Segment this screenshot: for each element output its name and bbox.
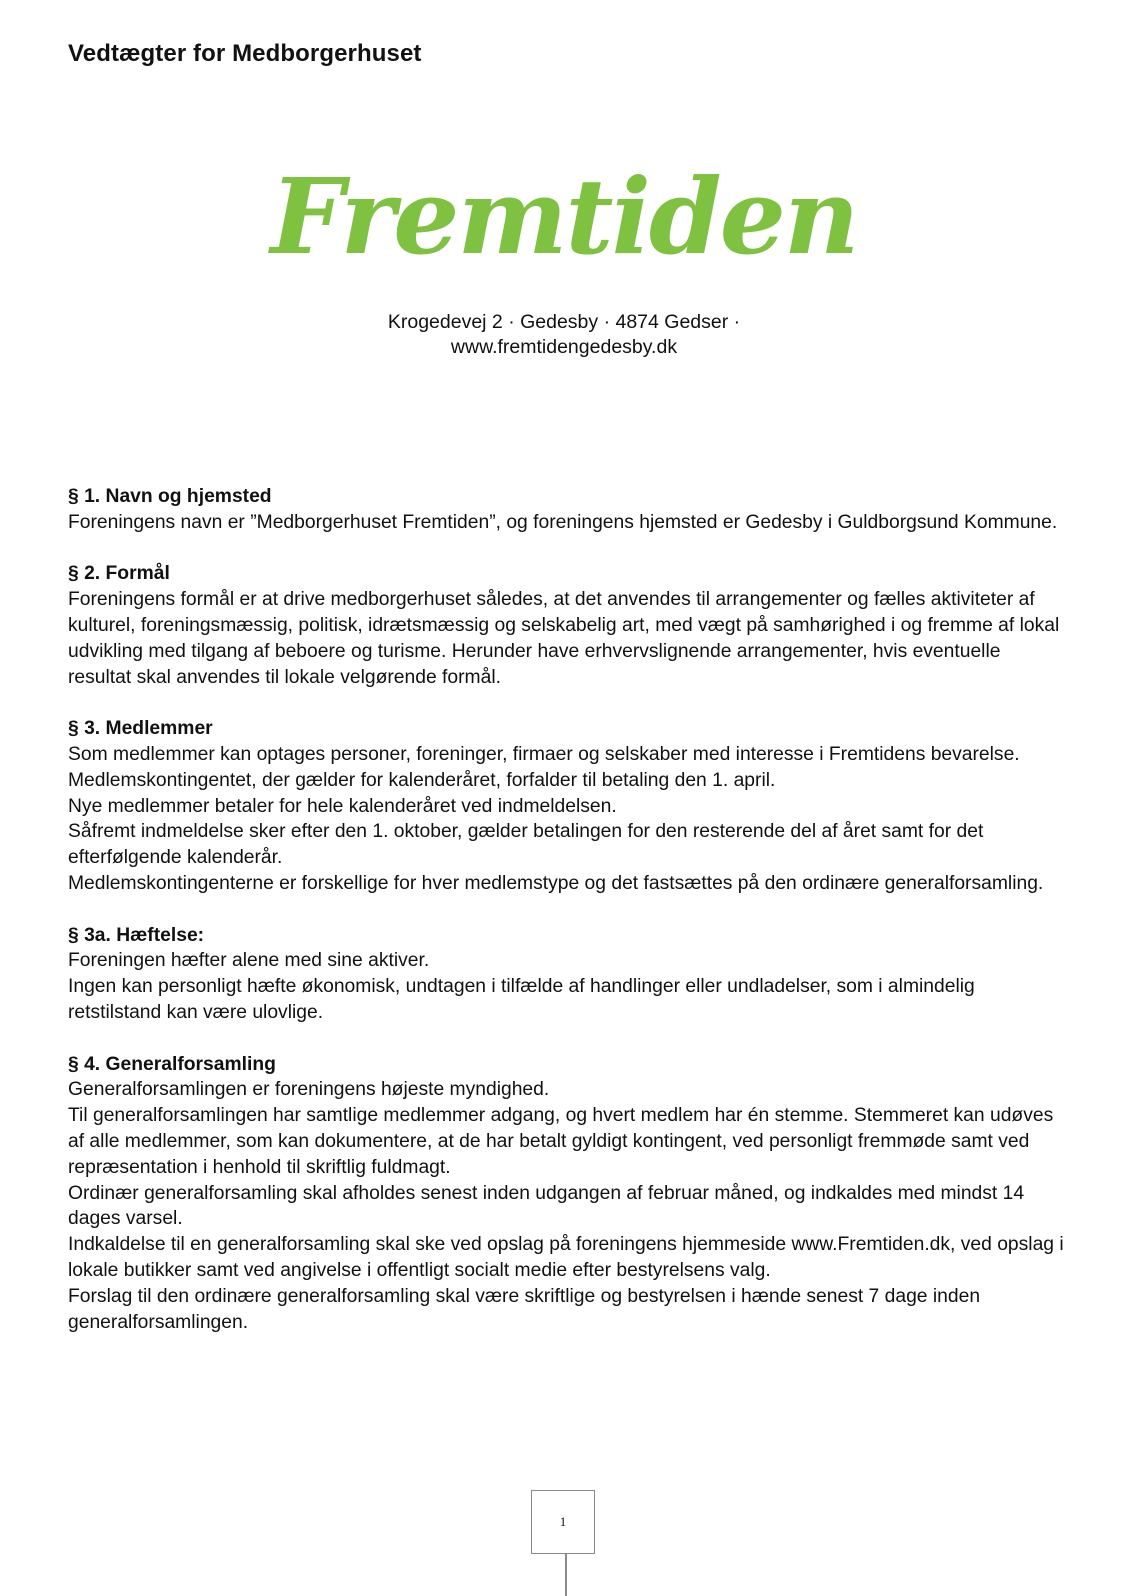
fremtiden-logo: Fremtiden (270, 155, 858, 278)
page-number-connector (565, 1554, 567, 1596)
section-paragraph: Til generalforsamlingen har samtlige medlemmer adgang, og hvert medlem har én stemme. Stemmeret kan udøves af alle medlemmer, som kan dokumentere, at de har betalt gyldigt kontingent, ved personligt fremmøde samt ved repræsentation i henhold til skriftlig fuldmagt. (68, 1105, 1054, 1178)
section-paragraph: Som medlemmer kan optages personer, foreninger, firmaer og selskaber med interesse i Fremtidens bevarelse. (68, 743, 1020, 765)
page-number-box (531, 1490, 595, 1554)
section-paragraph: Foreningen hæfter alene med sine aktiver. (68, 950, 430, 972)
section-paragraph: Indkaldelse til en generalforsamling skal ske ved opslag på foreningens hjemmeside www.Fremtiden.dk, ved opslag i lokale butikker samt ved angivelse i offentligt socialt medie efter bestyrelsens valg. (68, 1234, 1064, 1281)
section-3a (68, 923, 1068, 1026)
section-paragraph: Ingen kan personligt hæfte økonomisk, undtagen i tilfælde af handlinger eller undladelser, som i almindelig retstilstand kan være ulovlige. (68, 976, 975, 1023)
section-heading: § 1. Navn og hjemsted (68, 486, 272, 507)
section-2 (68, 561, 1068, 690)
section-heading: § 2. Formål (68, 563, 170, 585)
section-paragraph: Medlemskontingenterne er forskellige for hver medlemstype og det fastsættes på den ordinære generalforsamling. (68, 872, 1044, 894)
section-heading: § 4. Generalforsamling (68, 1053, 276, 1075)
section-paragraph: Forslag til den ordinære generalforsamling skal være skriftlige og bestyrelsen i hænde senest 7 dage inden generalforsamlingen. (68, 1285, 981, 1333)
logo-container (0, 155, 1128, 278)
section-paragraph: Foreningens formål er at drive medborgerhuset således, at det anvendes til arrangementer og fælles aktiviteter af kulturel, foreningsmæssig, politisk, idrætsmæssig og selskabelig art, med vægt på samhørighed i og fremme af lokal udvikling med tilgang af beboere og turisme. Herunder have erhvervslignende arrangementer, hvis eventuelle resultat skal anvendes til lokale velgørende formål. (68, 589, 1060, 688)
section-4 (68, 1052, 1068, 1336)
section-heading: § 3a. Hæftelse: (68, 924, 205, 946)
section-3 (68, 716, 1068, 897)
statutes-body (68, 484, 1068, 1361)
page-number: 1 (559, 1514, 567, 1529)
section-1 (68, 484, 1068, 536)
section-heading: § 3. Medlemmer (68, 718, 213, 740)
section-paragraph: Ordinær generalforsamling skal afholdes senest inden udgangen af februar måned, og indkaldes med mindst 14 dages varsel. (68, 1182, 1025, 1230)
section-paragraph: Generalforsamlingen er foreningens højeste myndighed. (68, 1079, 550, 1101)
section-paragraph: Såfremt indmeldelse sker efter den 1. oktober, gælder betalingen for den resterende del af året samt for det efterfølgende kalenderår. (68, 821, 984, 869)
section-paragraph: Medlemskontingentet, der gælder for kalenderåret, forfalder til betaling den 1. april. (68, 769, 776, 791)
document-title: Vedtægter for Medborgerhuset (68, 40, 422, 67)
address-line: Krogedevej 2 · Gedesby · 4874 Gedser · (387, 311, 741, 333)
section-paragraph: Foreningens navn er ”Medborgerhuset Fremtiden”, og foreningens hjemsted er Gedesby i Guldborgsund Kommune. (68, 511, 1058, 533)
website-line: www.fremtidengedesby.dk (450, 336, 678, 358)
address-block (0, 310, 1128, 360)
section-paragraph: Nye medlemmer betaler for hele kalenderåret ved indmeldelsen. (68, 795, 617, 817)
